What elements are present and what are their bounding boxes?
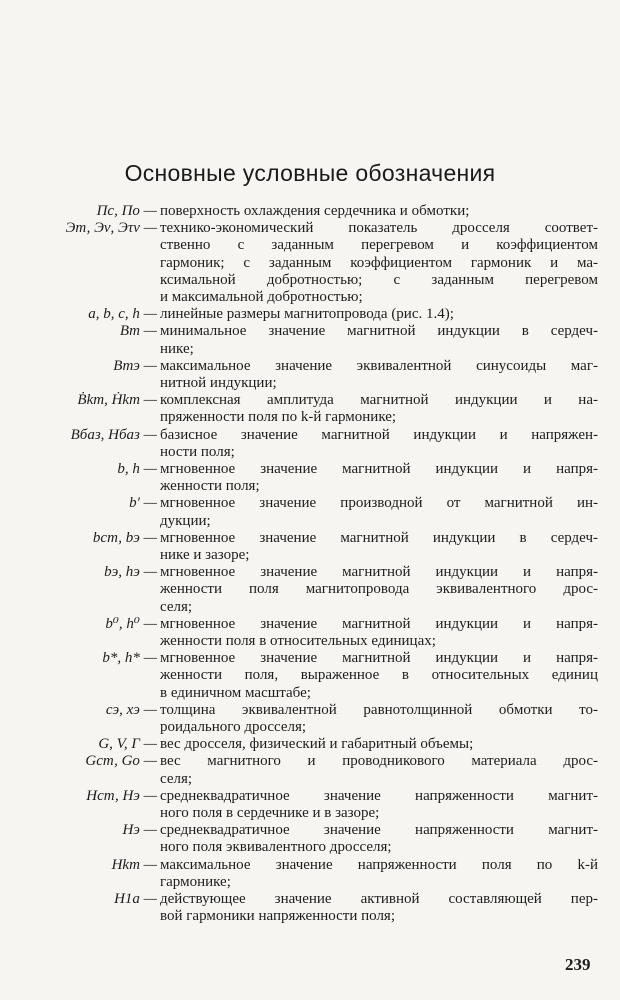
definition-line: мгновенное значение магнитной индукции и напря- bbox=[160, 615, 598, 632]
definition-line: женности поля, выраженное в относительных единиц bbox=[160, 667, 598, 684]
definition-term: a, b, c, h — bbox=[88, 306, 157, 323]
definition-line: мгновенное значение магнитной индукции и напря- bbox=[160, 461, 598, 477]
definition-line: среднеквадратичное значение напряженности магнит- bbox=[160, 787, 598, 804]
definition-line: толщина эквивалентной равнотолщинной обмотки то- bbox=[160, 701, 598, 718]
definition-term: Hэ — bbox=[122, 822, 157, 839]
definition-line: ственно с заданным перегревом и коэффициентом bbox=[160, 237, 598, 254]
definition-line: действующее значение активной составляющей пер- bbox=[160, 891, 598, 907]
definition-term: bст, bэ — bbox=[92, 529, 157, 546]
definition-line: гармоник; с заданным коэффициентом гармоник и ма- bbox=[160, 254, 598, 271]
definition-line: нике; bbox=[160, 340, 194, 357]
definition-term: Пс, По — bbox=[96, 203, 157, 219]
definition-term: G, V, Г — bbox=[98, 736, 157, 753]
definition-line: пряженности поля по k-й гармонике; bbox=[160, 409, 397, 426]
definition-line: поверхность охлаждения сердечника и обмотки; bbox=[160, 203, 470, 219]
definition-line: и максимальной добротностью; bbox=[160, 288, 363, 305]
definition-line: в единичном масштабе; bbox=[160, 684, 311, 701]
definition-line: мгновенное значение производной от магнитной ин- bbox=[160, 495, 598, 512]
definition-line: среднеквадратичное значение напряженности магнит- bbox=[160, 822, 598, 839]
definition-term: H1а — bbox=[114, 891, 157, 907]
definition-line: женности поля; bbox=[160, 478, 260, 495]
page-number: 239 bbox=[565, 955, 591, 974]
definition-term: cэ, xэ — bbox=[105, 701, 157, 718]
definition-line: дукции; bbox=[160, 512, 211, 529]
definition-line: ного поля эквивалентного дросселя; bbox=[160, 839, 392, 856]
definition-term: Bm — bbox=[119, 323, 157, 340]
definition-line: роидального дросселя; bbox=[160, 718, 307, 735]
definition-line: ности поля; bbox=[160, 443, 235, 460]
definition-term: Hkm — bbox=[111, 856, 157, 873]
definition-term: Hст, Hэ — bbox=[86, 787, 157, 804]
definition-line: вой гармоники напряженности поля; bbox=[160, 908, 395, 925]
definition-line: ксимальной добротностью; с заданным перегревом bbox=[160, 271, 598, 288]
definition-line: гармонике; bbox=[160, 873, 231, 890]
definition-line: селя; bbox=[160, 770, 193, 787]
definition-term: bэ, hэ — bbox=[104, 564, 157, 581]
definition-term: Эт, Эν, Эτν — bbox=[65, 220, 157, 237]
definition-line: селя; bbox=[160, 598, 193, 615]
definition-line: нитной индукции; bbox=[160, 374, 277, 391]
definition-term: Gст, Gо — bbox=[85, 753, 157, 770]
definition-line: базисное значение магнитной индукции и напряжен- bbox=[160, 426, 598, 443]
definition-line: технико-экономический показатель дросселя соответ- bbox=[160, 220, 598, 237]
definition-line: женности поля в относительных единицах; bbox=[160, 632, 436, 649]
definition-line: ного поля в сердечнике и в зазоре; bbox=[160, 804, 380, 821]
definition-line: линейные размеры магнитопровода (рис. 1.4); bbox=[160, 306, 454, 323]
definition-line: мгновенное значение магнитной индукции и напря- bbox=[160, 564, 598, 581]
definition-line: комплексная амплитуда магнитной индукции и на- bbox=[160, 392, 598, 409]
definition-line: максимальное значение эквивалентной синусоиды маг- bbox=[160, 357, 598, 374]
definition-line: максимальное значение напряженности поля по k-й bbox=[160, 856, 598, 873]
page-title: Основные условные обозначения bbox=[124, 160, 496, 186]
definition-term: b′ — bbox=[129, 495, 157, 512]
definition-term: Bmэ — bbox=[113, 357, 157, 374]
definition-term: b*, h* — bbox=[102, 650, 157, 667]
definition-line: минимальное значение магнитной индукции в сердеч- bbox=[160, 323, 598, 340]
definition-line: мгновенное значение магнитной индукции и напря- bbox=[160, 650, 598, 667]
definition-line: мгновенное значение магнитной индукции в сердеч- bbox=[160, 529, 598, 546]
definition-term: b, h — bbox=[117, 461, 157, 477]
definition-line: вес магнитного и проводникового материала дрос- bbox=[160, 753, 598, 770]
definition-term: Bбаз, Hбаз — bbox=[70, 426, 157, 443]
definition-line: нике и зазоре; bbox=[160, 546, 250, 563]
definition-term: Ḃkm, Ḣkm — bbox=[77, 392, 157, 409]
definition-line: женности поля магнитопровода эквивалентного дрос- bbox=[160, 581, 598, 598]
definition-term: b⁰, h⁰ — bbox=[105, 615, 157, 632]
definition-line: вес дросселя, физический и габаритный объемы; bbox=[160, 736, 474, 753]
